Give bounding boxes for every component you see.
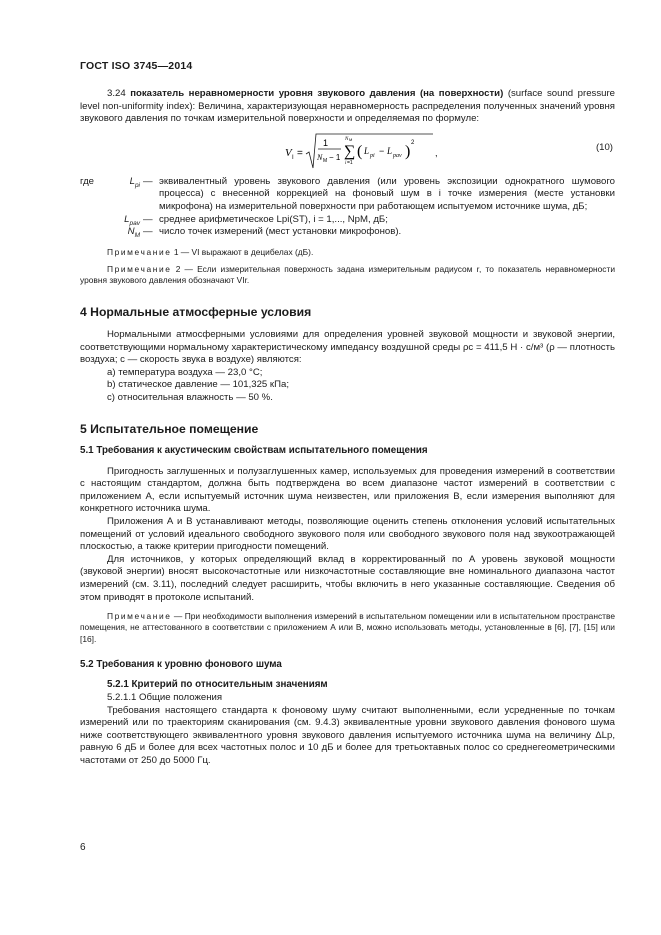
- symbol-lpi: $L_{pi}$: [129, 175, 140, 189]
- svg-text:L: L: [364, 145, 370, 156]
- paragraph: Приложения А и В устанавливают методы, позволяющие оценить степень отклонения условий испытательных помещений от условий идеального свободного звукового поля или свободного звукового поля над звукоотражающей плоскостью, а также критерии пригодности помещений.: [80, 516, 615, 553]
- svg-text:L: L: [387, 145, 393, 156]
- section-5-heading: 5 Испытательное помещение: [80, 421, 259, 436]
- svg-text:,: ,: [435, 147, 438, 158]
- paragraph: Требования настоящего стандарта к фоновому шуму считают выполненными, если усредненные по точкам измерений или по траекториям сканирования (см. 9.4.3) эквивалентные уровни звукового давления фонового шума ниже соответствующего эквивалентного уровня звукового давления испытуемого источника шума на величину ΔLp, равную 6 дБ и более для всех частотных полос и 10 дБ и более для третьоктавных полос со среднегеометрическими частотами от 250 до 5000 Гц.: [80, 704, 615, 766]
- svg-text:2: 2: [411, 139, 415, 146]
- svg-text:i: i: [345, 160, 347, 166]
- definition-3-24: 3.24 показатель неравномерности уровня звукового давления (на поверхности) (surface sound pressure level non-uniformity index): Величина, характеризующая неравномерность распределения полученных значений уровня звукового давления по точкам измерительной поверхности и определяемая по формуле:: [80, 88, 615, 125]
- svg-text:N: N: [345, 136, 349, 142]
- paragraph: Пригодность заглушенных и полузаглушенных камер, используемых для проведения измерений в соответствии с настоящим стандартом, должна быть подтверждена во всем диапазоне частот измерений в соответствии с приложением А, если испытуемый источник шума неизвестен, или приложения В, если измерения выполняют для конкретного источника шума.: [80, 465, 615, 515]
- note-2: Примечание 2 — Если измерительная поверхность задана измерительным радиусом r, то показатель неравномерности уровня звукового давления обозначают VIr.: [80, 263, 615, 286]
- svg-text:): ): [405, 142, 411, 160]
- document-code: ГОСТ ISO 3745—2014: [80, 60, 193, 72]
- term-definition: (surface sound pressure level non-uniformity index): Величина, характеризующая неравномерность распределения полученных значений уровня звукового давления по точкам измерительной поверхности и определяемая по формуле:: [80, 88, 615, 125]
- definition-text: число точек измерений (мест установки микрофонов).: [159, 226, 402, 238]
- definition-text: эквивалентный уровень звукового давления (или уровень экспозиции однократного шумового процесса) с внесенной коррекцией на фоновый шум в i точке измерения (месте установки микрофона) на измерительной поверхности при работающем испытуемом источнике шума, дБ;: [159, 175, 615, 212]
- svg-text:=1: =1: [347, 159, 353, 166]
- definition-row: $L_{pav}$ — среднее арифметическое Lpi(ST), i = 1,..., NpM, дБ;: [80, 214, 615, 227]
- symbol-definitions: [80, 176, 615, 239]
- symbol-nm: $N_M$: [127, 226, 140, 240]
- svg-text:N: N: [317, 152, 323, 162]
- svg-text:M: M: [323, 157, 328, 164]
- svg-text:I: I: [292, 154, 294, 161]
- formula-block: [80, 130, 615, 174]
- definition-row: $N_M$ — число точек измерений (мест установки микрофонов).: [80, 226, 615, 239]
- equation-number: (10): [595, 141, 613, 153]
- svg-text:=: =: [297, 147, 303, 159]
- section-5-2-heading: 5.2 Требования к уровню фонового шума: [80, 658, 282, 670]
- condition-item: c) относительная влажность — 50 %.: [107, 391, 273, 403]
- svg-text:pav: pav: [393, 152, 402, 159]
- svg-text:pi: pi: [370, 152, 375, 159]
- svg-text:−: −: [379, 145, 385, 156]
- definition-text: среднее арифметическое Lpi(ST), i = 1,..., NpM, дБ;: [159, 213, 388, 225]
- formula-10: [285, 132, 445, 176]
- condition-item: a) температура воздуха — 23,0 °С;: [107, 366, 263, 378]
- svg-text:∑: ∑: [344, 142, 356, 160]
- section-5-2-1-heading: 5.2.1 Критерий по относительным значениям: [107, 679, 328, 691]
- svg-text:(: (: [357, 142, 363, 160]
- section-5-1-note: Примечание — При необходимости выполнения измерений в испытательном помещении или в испытательном пространстве помещения, не аттестованного в соответствии с приложением А или В, можно использовать методы, установленные в [6], [7], [15] или [16].: [80, 611, 615, 644]
- paragraph: Для источников, у которых определяющий вклад в корректированный по А уровень звуковой мощности (звуковой энергии) вносят высокочастотные или низкочастотные составляющие вне номинального диапазона частот измерений (см. 3.11), последний следует расширить, чтобы включить в него указанные составляющие. Сведения об этом приводят в протоколе испытаний.: [80, 553, 615, 603]
- svg-text:M: M: [349, 136, 353, 142]
- term-title: показатель неравномерности уровня звукового давления (на поверхности): [130, 88, 504, 99]
- svg-text:− 1: − 1: [329, 152, 341, 162]
- page-number: 6: [80, 842, 86, 853]
- definition-row: где $L_{pi}$ — эквивалентный уровень звукового давления (или уровень экспозиции однократного шумового процесса) с внесенной коррекцией на фоновый шум в i точке измерения (месте установки микрофона) на измерительной поверхности при работающем испытуемом источнике шума, дБ;: [80, 175, 615, 212]
- section-4-heading: 4 Нормальные атмосферные условия: [80, 305, 312, 320]
- page-content: [80, 88, 615, 768]
- note-1: Примечание 1 — VI выражают в децибелах (дБ).: [107, 246, 314, 257]
- section-4-intro: Нормальными атмосферными условиями для определения уровней звуковой мощности и звуковой энергии, соответствующими нормальному характеристическому импедансу воздушной среды ρc = 411,5 Н · с/м³ (ρ — плотность воздуха; c — скорость звука в воздухе) являются:: [80, 328, 615, 366]
- svg-text:V: V: [285, 146, 292, 159]
- symbol-lpav: $L_{pav}$: [124, 213, 140, 227]
- condition-item: b) статическое давление — 101,325 кПа;: [107, 379, 290, 391]
- section-5-1-heading: 5.1 Требования к акустическим свойствам испытательного помещения: [80, 445, 428, 457]
- section-5-2-1-1-heading: 5.2.1.1 Общие положения: [107, 692, 223, 704]
- svg-text:1: 1: [323, 137, 329, 148]
- where-label: где: [80, 175, 95, 187]
